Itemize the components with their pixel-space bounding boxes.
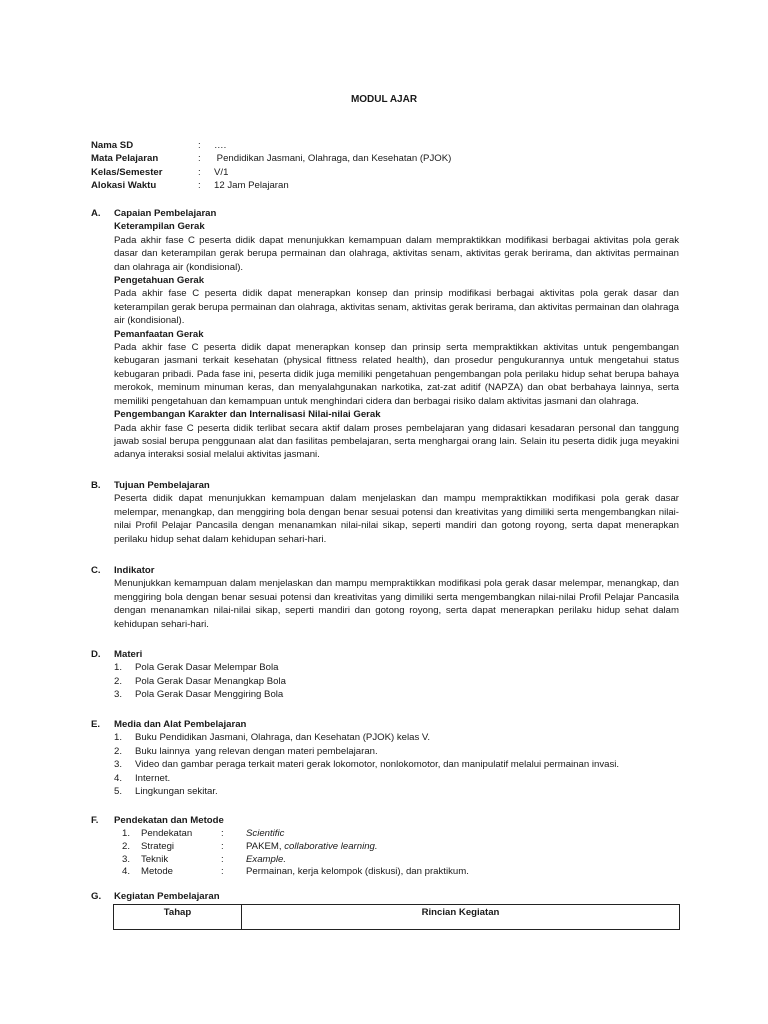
method-value [246, 840, 378, 853]
identity-value: V/1 [214, 166, 229, 178]
method-row [114, 840, 679, 853]
list-number: 2. [114, 675, 123, 687]
section-heading [91, 890, 679, 903]
identity-value: Pendidikan Jasmani, Olahraga, dan Kesehatan (PJOK) [214, 153, 452, 165]
identity-label: Kelas/Semester [91, 166, 163, 178]
list-item [114, 731, 679, 744]
paragraph: Menunjukkan kemampuan dalam menjelaskan dan mampu mempraktikkan modifikasi pola gerak dasar melempar, menangkap, dan menggiring bola dengan benar sesuai potensi dan kreativitas yang dimiliki serta mengembangkan nilai-nilai Profil Pelajar Pancasila dengan menanamkan nilai-nilai sikap, seperti mandiri dan gotong royong, serta dapat menerapkan perilaku hidup sehat dalam kehidupan sehari-hari. [114, 578, 679, 630]
list-item [114, 745, 679, 758]
method-colon: : [221, 828, 224, 840]
method-row [114, 827, 679, 840]
section-body [91, 220, 679, 461]
list-text: Video dan gambar peraga terkait materi gerak lokomotor, nonlokomotor, dan manipulatif melalui permainan invasi. [135, 759, 620, 771]
activity-table [113, 904, 680, 930]
list-text: Internet. [135, 772, 171, 784]
identity-colon: : [198, 180, 201, 192]
section-letter: E. [91, 719, 101, 730]
section-letter: A. [91, 208, 101, 219]
paragraph: Pada akhir fase C peserta didik dapat menerapkan konsep dan prinsip modifikasi berbagai aktivitas pola gerak dasar dan keterampilan gerak berupa permainan dan olahraga, aktivitas senam, aktivitas gerak berirama, dan aktivitas permainan dan olahraga air (kondisional). [114, 288, 679, 327]
method-value-plain: Permainan, kerja kelompok (diskusi), dan praktikum. [246, 866, 469, 878]
section-tujuan-pembelajaran [91, 479, 679, 546]
method-colon: : [221, 841, 224, 852]
list-text: Pola Gerak Dasar Menangkap Bola [135, 675, 286, 687]
list-number: 3. [114, 689, 123, 701]
list-number: 2. [114, 745, 123, 757]
section-letter: F. [91, 815, 99, 826]
method-value-italic: Scientific [246, 828, 285, 840]
list-item [114, 688, 679, 701]
method-label: Metode [141, 866, 173, 878]
list-item [114, 661, 679, 674]
section-letter: D. [91, 649, 101, 660]
list-text: Buku Pendidikan Jasmani, Olahraga, dan Kesehatan (PJOK) kelas V. [135, 732, 431, 744]
section-media-alat [91, 718, 679, 798]
list-text: Pola Gerak Dasar Melempar Bola [135, 662, 279, 674]
section-heading [91, 479, 679, 492]
document-title: MODUL AJAR [350, 94, 418, 105]
method-number: 3. [122, 853, 131, 865]
identity-value: 12 Jam Pelajaran [214, 180, 289, 192]
method-colon: : [221, 853, 224, 865]
identity-colon: : [198, 166, 201, 178]
method-number: 2. [122, 841, 131, 852]
subheading-keterampilan-gerak: Keterampilan Gerak [114, 221, 205, 233]
section-heading-text: Media dan Alat Pembelajaran [114, 719, 247, 730]
identity-label: Alokasi Waktu [91, 180, 157, 192]
section-heading [91, 207, 679, 220]
section-heading-text: Kegiatan Pembelajaran [114, 891, 220, 902]
section-heading-text: Tujuan Pembelajaran [114, 480, 210, 491]
method-label: Strategi [141, 841, 175, 852]
list-item [114, 785, 679, 798]
ordered-list [91, 731, 679, 798]
list-text: Pola Gerak Dasar Menggiring Bola [135, 689, 284, 701]
identity-label: Mata Pelajaran [91, 153, 159, 165]
method-label: Pendekatan [141, 828, 193, 840]
section-heading [91, 718, 679, 731]
table-header-tahap: Tahap [114, 905, 242, 930]
method-value-plain: PAKEM, [246, 841, 285, 852]
list-text: Buku lainnya yang relevan dengan materi pembelajaran. [135, 745, 378, 757]
method-row [114, 865, 679, 878]
identity-row-alokasi-waktu [91, 179, 451, 192]
method-value-italic: collaborative learning. [284, 841, 378, 852]
list-number: 3. [114, 759, 123, 771]
section-heading [91, 564, 679, 577]
list-number: 1. [114, 662, 123, 674]
section-heading-text: Indikator [114, 565, 155, 576]
paragraph: Pada akhir fase C peserta didik dapat menerapkan konsep dan prinsip serta mempraktikkan aktivitas untuk pengembangan kebugaran jasmani terkait kesehatan (physical fittness related health), dan prosedur pengukurannya untuk mengetahui status kebugaran pribadi. Pada fase ini, peserta didik juga memiliki pengetahuan pengembangan pola perilaku hidup sehat berupa bahaya merokok, meminum minuman keras, dan menyalahgunakan narkotika, zat-zat aditif (NAPZA) dan obat berbahaya lainnya, serta memiliki pengetahuan dan kemampuan untuk menghindari cidera dan berbagai risiko dalam aktivitas jasmani dan olahraga. [114, 342, 679, 407]
list-item [114, 675, 679, 688]
identity-row-nama-sd [91, 139, 451, 152]
section-heading-text: Materi [114, 649, 143, 660]
method-value-italic: Example. [246, 853, 286, 865]
subheading-pengembangan-karakter: Pengembangan Karakter dan Internalisasi Nilai-nilai Gerak [114, 409, 381, 421]
table-header-rincian: Rincian Kegiatan [242, 905, 680, 930]
paragraph: Pada akhir fase C peserta didik terlibat secara aktif dalam proses pembelajaran yang didasari kesadaran personal dan tanggung jawab sosial berupa penggunaan alat dan fasilitas pembelajaran, serta menghargai orang lain. Selain itu peserta didik juga meyakini adanya interaksi sosial melalui aktivitas jasmani. [114, 422, 679, 461]
section-heading [91, 814, 679, 827]
section-materi [91, 648, 679, 702]
paragraph: Pada akhir fase C peserta didik dapat menunjukkan kemampuan dalam mempraktikkan modifikasi berbagai aktivitas pola gerak dasar dan keterampilan gerak berupa permainan dan olahraga, aktivitas senam, aktivitas gerak berirama, dan aktivitas permainan dan olahraga air (kondisional). [114, 234, 679, 273]
section-pendekatan-metode [91, 814, 679, 878]
section-heading [91, 648, 679, 661]
identity-row-kelas-semester [91, 166, 451, 179]
section-capaian-pembelajaran [91, 207, 679, 462]
method-colon: : [221, 866, 224, 878]
method-value [246, 827, 284, 840]
method-number: 1. [122, 828, 131, 840]
identity-row-mata-pelajaran [91, 152, 451, 165]
list-text: Lingkungan sekitar. [135, 786, 218, 798]
subheading-pengetahuan-gerak: Pengetahuan Gerak [114, 275, 205, 287]
identity-colon: : [198, 153, 201, 165]
section-letter: B. [91, 480, 101, 491]
list-number: 5. [114, 786, 123, 798]
section-letter: C. [91, 565, 101, 576]
ordered-list [91, 661, 679, 701]
paragraph: Peserta didik dapat menunjukkan kemampuan dalam menjelaskan dan mampu mempraktikkan modifikasi pola gerak dasar melempar, menangkap, dan menggiring bola dengan benar sesuai potensi dan kreativitas yang dimiliki serta mengembangkan nilai-nilai Profil Pelajar Pancasila dengan menanamkan nilai-nilai sikap, seperti mandiri dan gotong royong, serta dapat menerapkan perilaku hidup sehat dalam kehidupan sehari-hari. [114, 493, 679, 545]
table-header-row [114, 905, 680, 930]
list-number: 1. [114, 732, 123, 744]
method-label: Teknik [141, 853, 169, 865]
list-item [114, 772, 679, 785]
section-indikator [91, 564, 679, 631]
section-letter: G. [91, 891, 102, 902]
identity-block [91, 139, 451, 193]
section-heading-text: Pendekatan dan Metode [114, 815, 224, 826]
method-value [246, 853, 286, 866]
method-number: 4. [122, 866, 131, 878]
identity-label: Nama SD [91, 140, 134, 151]
method-value [246, 865, 469, 878]
section-kegiatan-pembelajaran [91, 890, 679, 903]
method-list [91, 827, 679, 877]
method-row [114, 853, 679, 866]
subheading-pemanfaatan-gerak: Pemanfaatan Gerak [114, 328, 204, 340]
list-number: 4. [114, 772, 123, 784]
list-item [114, 758, 679, 771]
identity-colon: : [198, 140, 201, 151]
identity-value: …. [214, 140, 227, 151]
section-heading-text: Capaian Pembelajaran [114, 208, 217, 219]
